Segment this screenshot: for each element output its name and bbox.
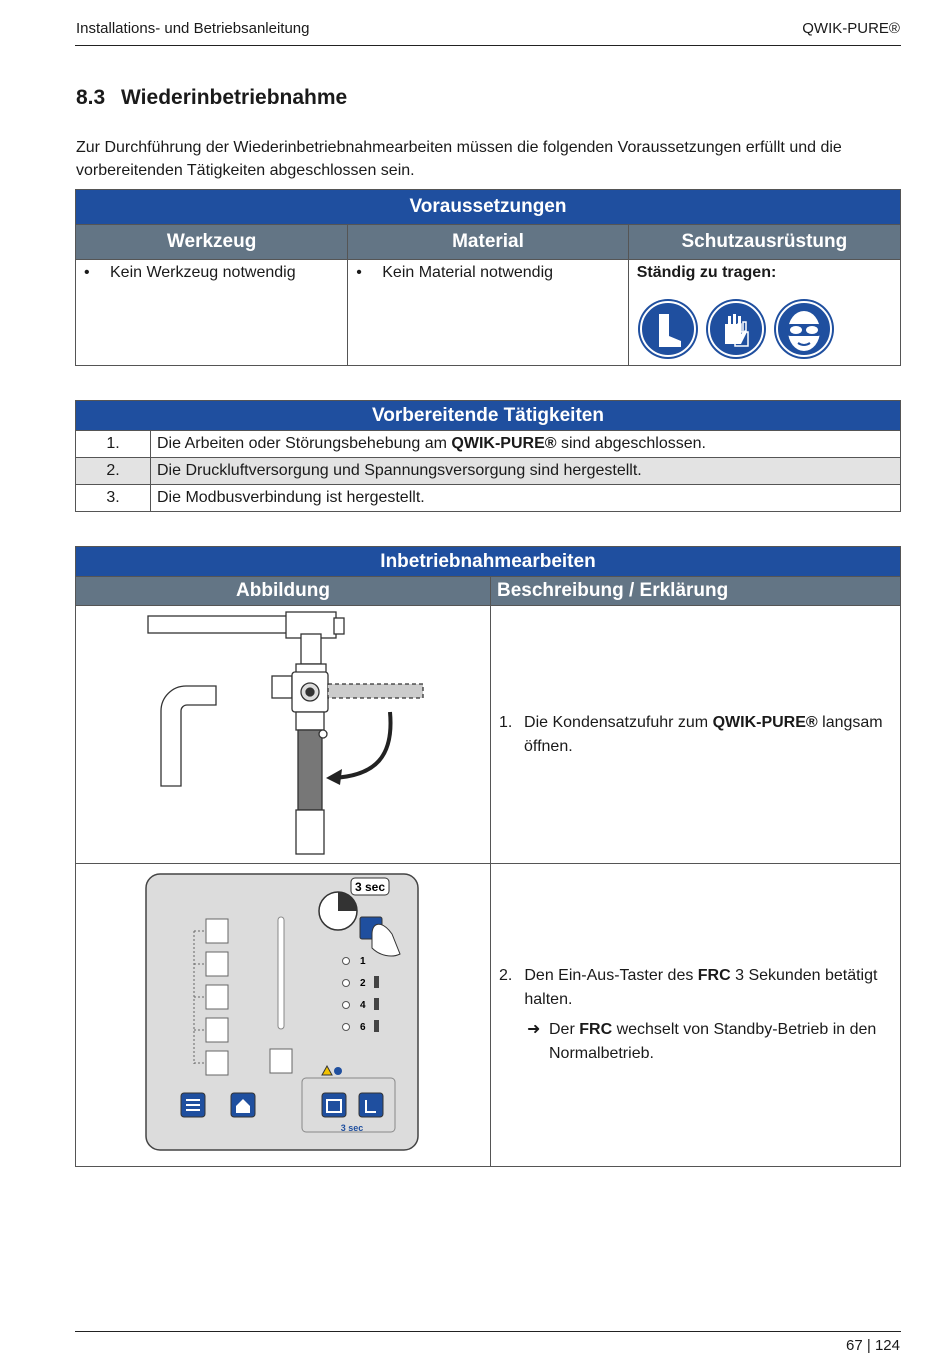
row-text: Die Arbeiten oder Störungsbehebung am QWIK-PURE® sind abgeschlossen. [151,431,901,458]
row-number: 3. [76,485,151,512]
timer-label: 3 sec [354,880,386,894]
col-schutz: Schutzausrüstung [628,225,900,260]
header-title: Installations- und Betriebsanleitung [76,20,310,37]
step-text: Den Ein-Aus-Taster des FRC 3 Sekunden betätigt halten. [524,967,878,1008]
werkzeug-cell [76,260,348,366]
col-material: Material [348,225,629,260]
material-text: Kein Material notwendig [382,264,554,281]
schutz-text: Ständig zu tragen: [636,264,777,281]
safety-boots-icon [637,298,699,360]
bullet: • [356,264,362,281]
led-label: 6 [360,1022,366,1033]
row-number: 2. [76,458,151,485]
vorbereitend-title: Vorbereitende Tätigkeiten [76,401,901,431]
valve-figure [76,606,491,864]
voraussetzungen-title: Voraussetzungen [76,190,901,225]
section-title: Wiederinbetriebnahme [121,86,348,109]
section-number: 8.3 [76,86,106,109]
step-number: 1. [499,713,513,731]
table-row [76,458,901,485]
table-row [76,431,901,458]
row-number: 1. [76,431,151,458]
material-cell [348,260,629,366]
col-beschreibung: Beschreibung / Erklärung [491,577,901,606]
row-text: Die Druckluftversorgung und Spannungsversorgung sind hergestellt. [151,458,901,485]
valve-illustration [76,606,488,858]
col-werkzeug: Werkzeug [76,225,348,260]
protective-gloves-icon [705,298,767,360]
footer-divider [75,1331,901,1332]
voraussetzungen-table [75,189,901,366]
led-label: 4 [360,1000,366,1011]
step2-cell [491,864,901,1167]
controller-figure [76,864,491,1167]
page-number: 67 | 124 [846,1337,900,1354]
step1-cell [491,606,901,864]
vorbereitend-table [75,400,901,512]
safety-goggles-icon [773,298,835,360]
section-heading [76,86,347,110]
intro-paragraph: Zur Durchführung der Wiederinbetriebnahmearbeiten müssen die folgenden Voraussetzungen erfüllt und die vorbereitenden Tätigkeiten abgeschlossen sein. [76,139,842,179]
schutz-cell [628,260,900,366]
inbetrieb-title: Inbetriebnahmearbeiten [76,547,901,577]
step-number: 2. [499,967,513,984]
result-text: Der FRC wechselt von Standby-Betrieb in den Normalbetrieb. [549,1021,877,1062]
werkzeug-text: Kein Werkzeug notwendig [110,264,296,281]
inbetrieb-table [75,546,901,1167]
header-divider [75,45,901,46]
bullet: • [84,264,90,281]
step-text: Die Kondensatzufuhr zum QWIK-PURE® langsam öffnen. [524,713,883,755]
col-abbildung: Abbildung [76,577,491,606]
result-arrow-icon: ➜ [527,1021,541,1038]
led-label: 1 [360,956,366,967]
frc-panel-illustration [76,864,488,1161]
row-text: Die Modbusverbindung ist hergestellt. [151,485,901,512]
header-product: QWIK-PURE® [802,20,900,37]
panel-bottom-label: 3 sec [340,1123,364,1133]
led-label: 2 [360,978,366,989]
table-row [76,485,901,512]
